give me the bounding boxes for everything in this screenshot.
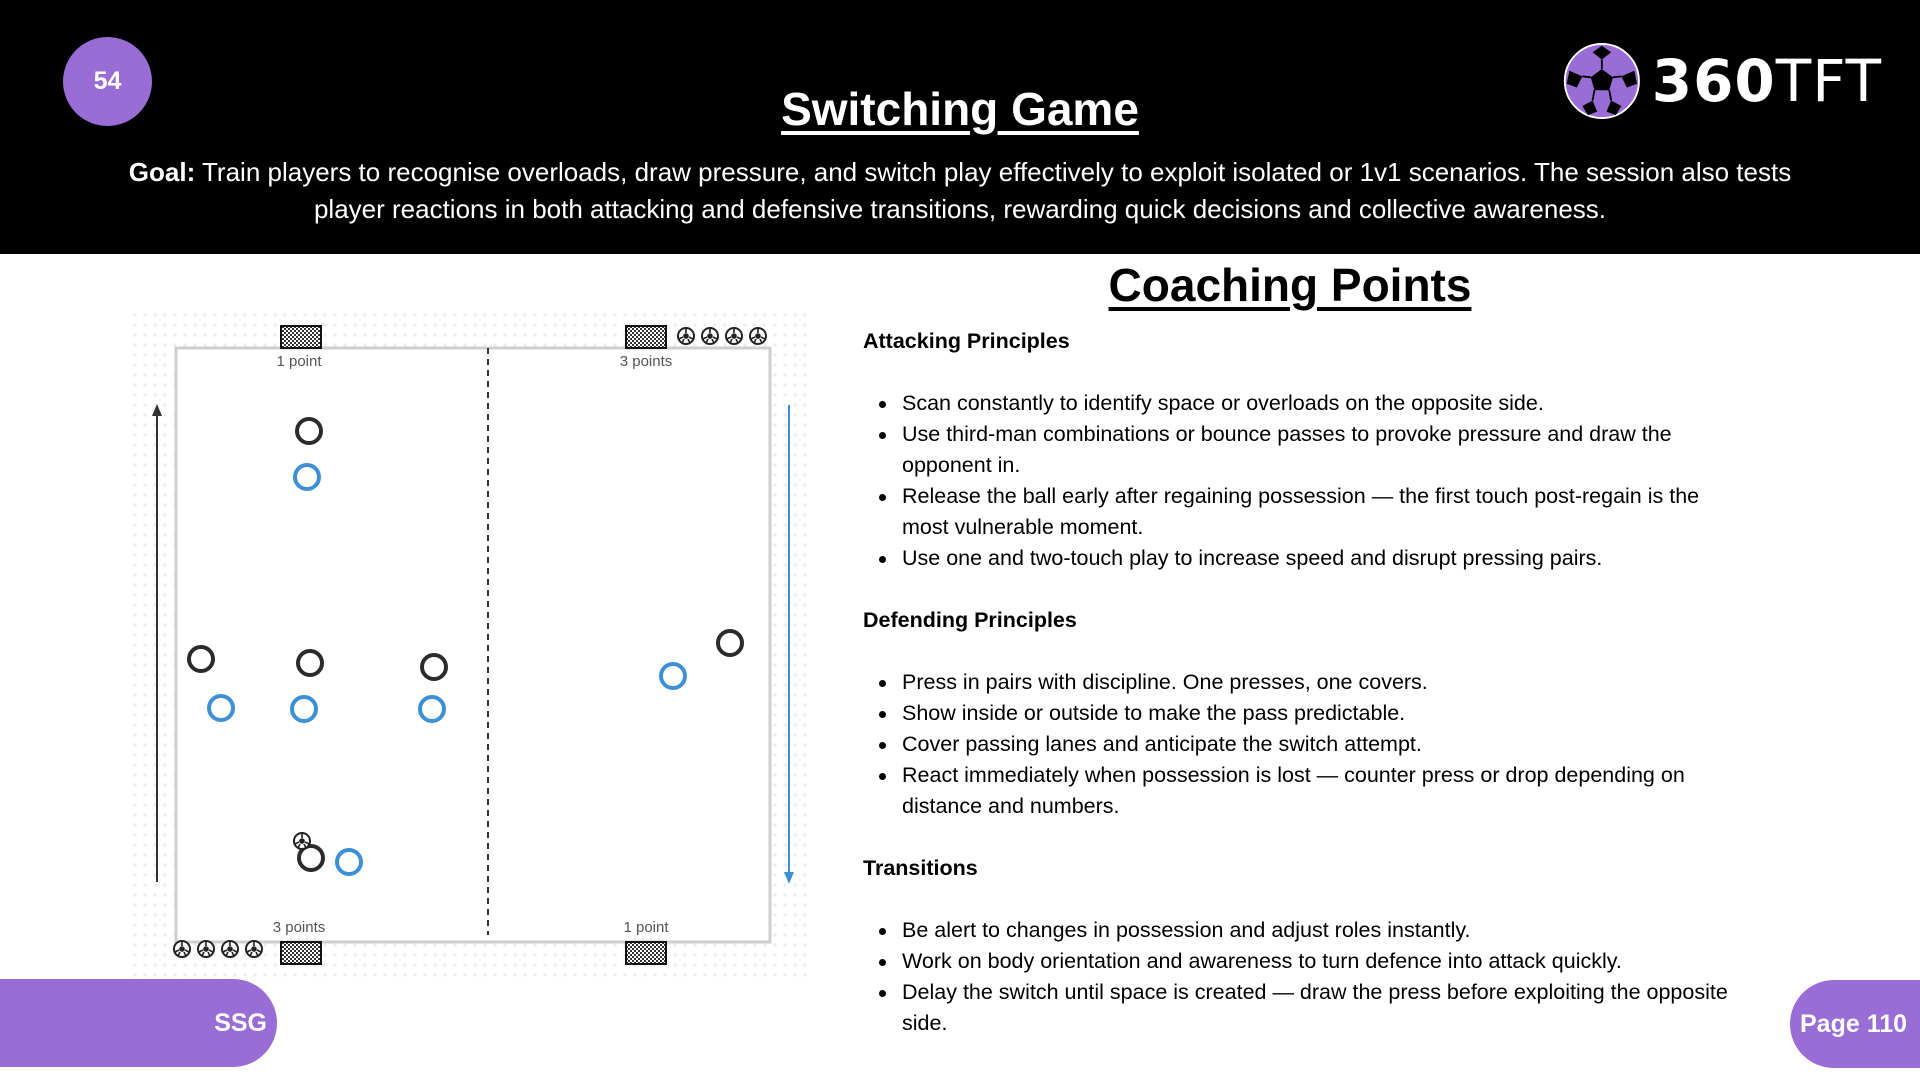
list-item: Show inside or outside to make the pass predictable.	[863, 698, 1743, 729]
list-item: React immediately when possession is lost — counter press or drop depending on distance and numbers.	[863, 760, 1743, 822]
defending-list	[863, 667, 1743, 822]
list-item: Press in pairs with discipline. One presses, one covers.	[863, 667, 1743, 698]
pitch-area	[176, 348, 770, 942]
coaching-points-title: Coaching Points	[1108, 259, 1472, 311]
soccer-ball-icon	[1562, 38, 1642, 124]
section-heading-defending: Defending Principles	[863, 608, 1077, 632]
goal-label-top-right: 3 points	[619, 353, 673, 370]
section-heading-attacking: Attacking Principles	[863, 329, 1070, 353]
brand-logo	[1562, 38, 1882, 124]
goal-bottom-left	[281, 942, 321, 964]
goal-top-right	[626, 326, 666, 348]
goal-label-bottom-left: 3 points	[272, 919, 326, 936]
list-item: Use one and two-touch play to increase speed and disrupt pressing pairs.	[863, 543, 1743, 574]
page-number-tab: Page 110	[1790, 980, 1920, 1068]
transitions-list	[863, 915, 1743, 1039]
brand-name: 360TFT	[1651, 47, 1882, 115]
category-tab: SSG	[0, 979, 277, 1067]
match-ball	[294, 833, 310, 849]
goal-text	[120, 154, 1800, 228]
list-item: Release the ball early after regaining possession — the first touch post-regain is the most vulnerable moment.	[863, 481, 1743, 543]
goal-top-left	[281, 326, 321, 348]
session-number-badge: 54	[63, 37, 152, 126]
section-heading-transitions: Transitions	[863, 856, 978, 880]
list-item: Use third-man combinations or bounce passes to provoke pressure and draw the opponent in.	[863, 419, 1743, 481]
list-item: Be alert to changes in possession and adjust roles instantly.	[863, 915, 1743, 946]
goal-label-bottom-right: 1 point	[623, 919, 669, 936]
header-banner	[0, 0, 1920, 254]
list-item: Cover passing lanes and anticipate the switch attempt.	[863, 729, 1743, 760]
coaching-points-content	[863, 326, 1743, 1039]
goal-label: Goal:	[128, 157, 196, 187]
pitch-diagram	[130, 310, 812, 980]
goal-description: Train players to recognise overloads, draw pressure, and switch play effectively to exploit isolated or 1v1 scenarios. The session also tests player reactions in both attacking and defensive transitions, rewarding quick decisions and collective awareness.	[195, 157, 1792, 224]
list-item: Delay the switch until space is created — draw the press before exploiting the opposite side.	[863, 977, 1743, 1039]
list-item: Scan constantly to identify space or overloads on the opposite side.	[863, 388, 1743, 419]
attacking-list	[863, 388, 1743, 574]
goal-label-top-left: 1 point	[276, 353, 322, 370]
list-item: Work on body orientation and awareness to turn defence into attack quickly.	[863, 946, 1743, 977]
page-title: Switching Game	[781, 83, 1139, 135]
goal-bottom-right	[626, 942, 666, 964]
